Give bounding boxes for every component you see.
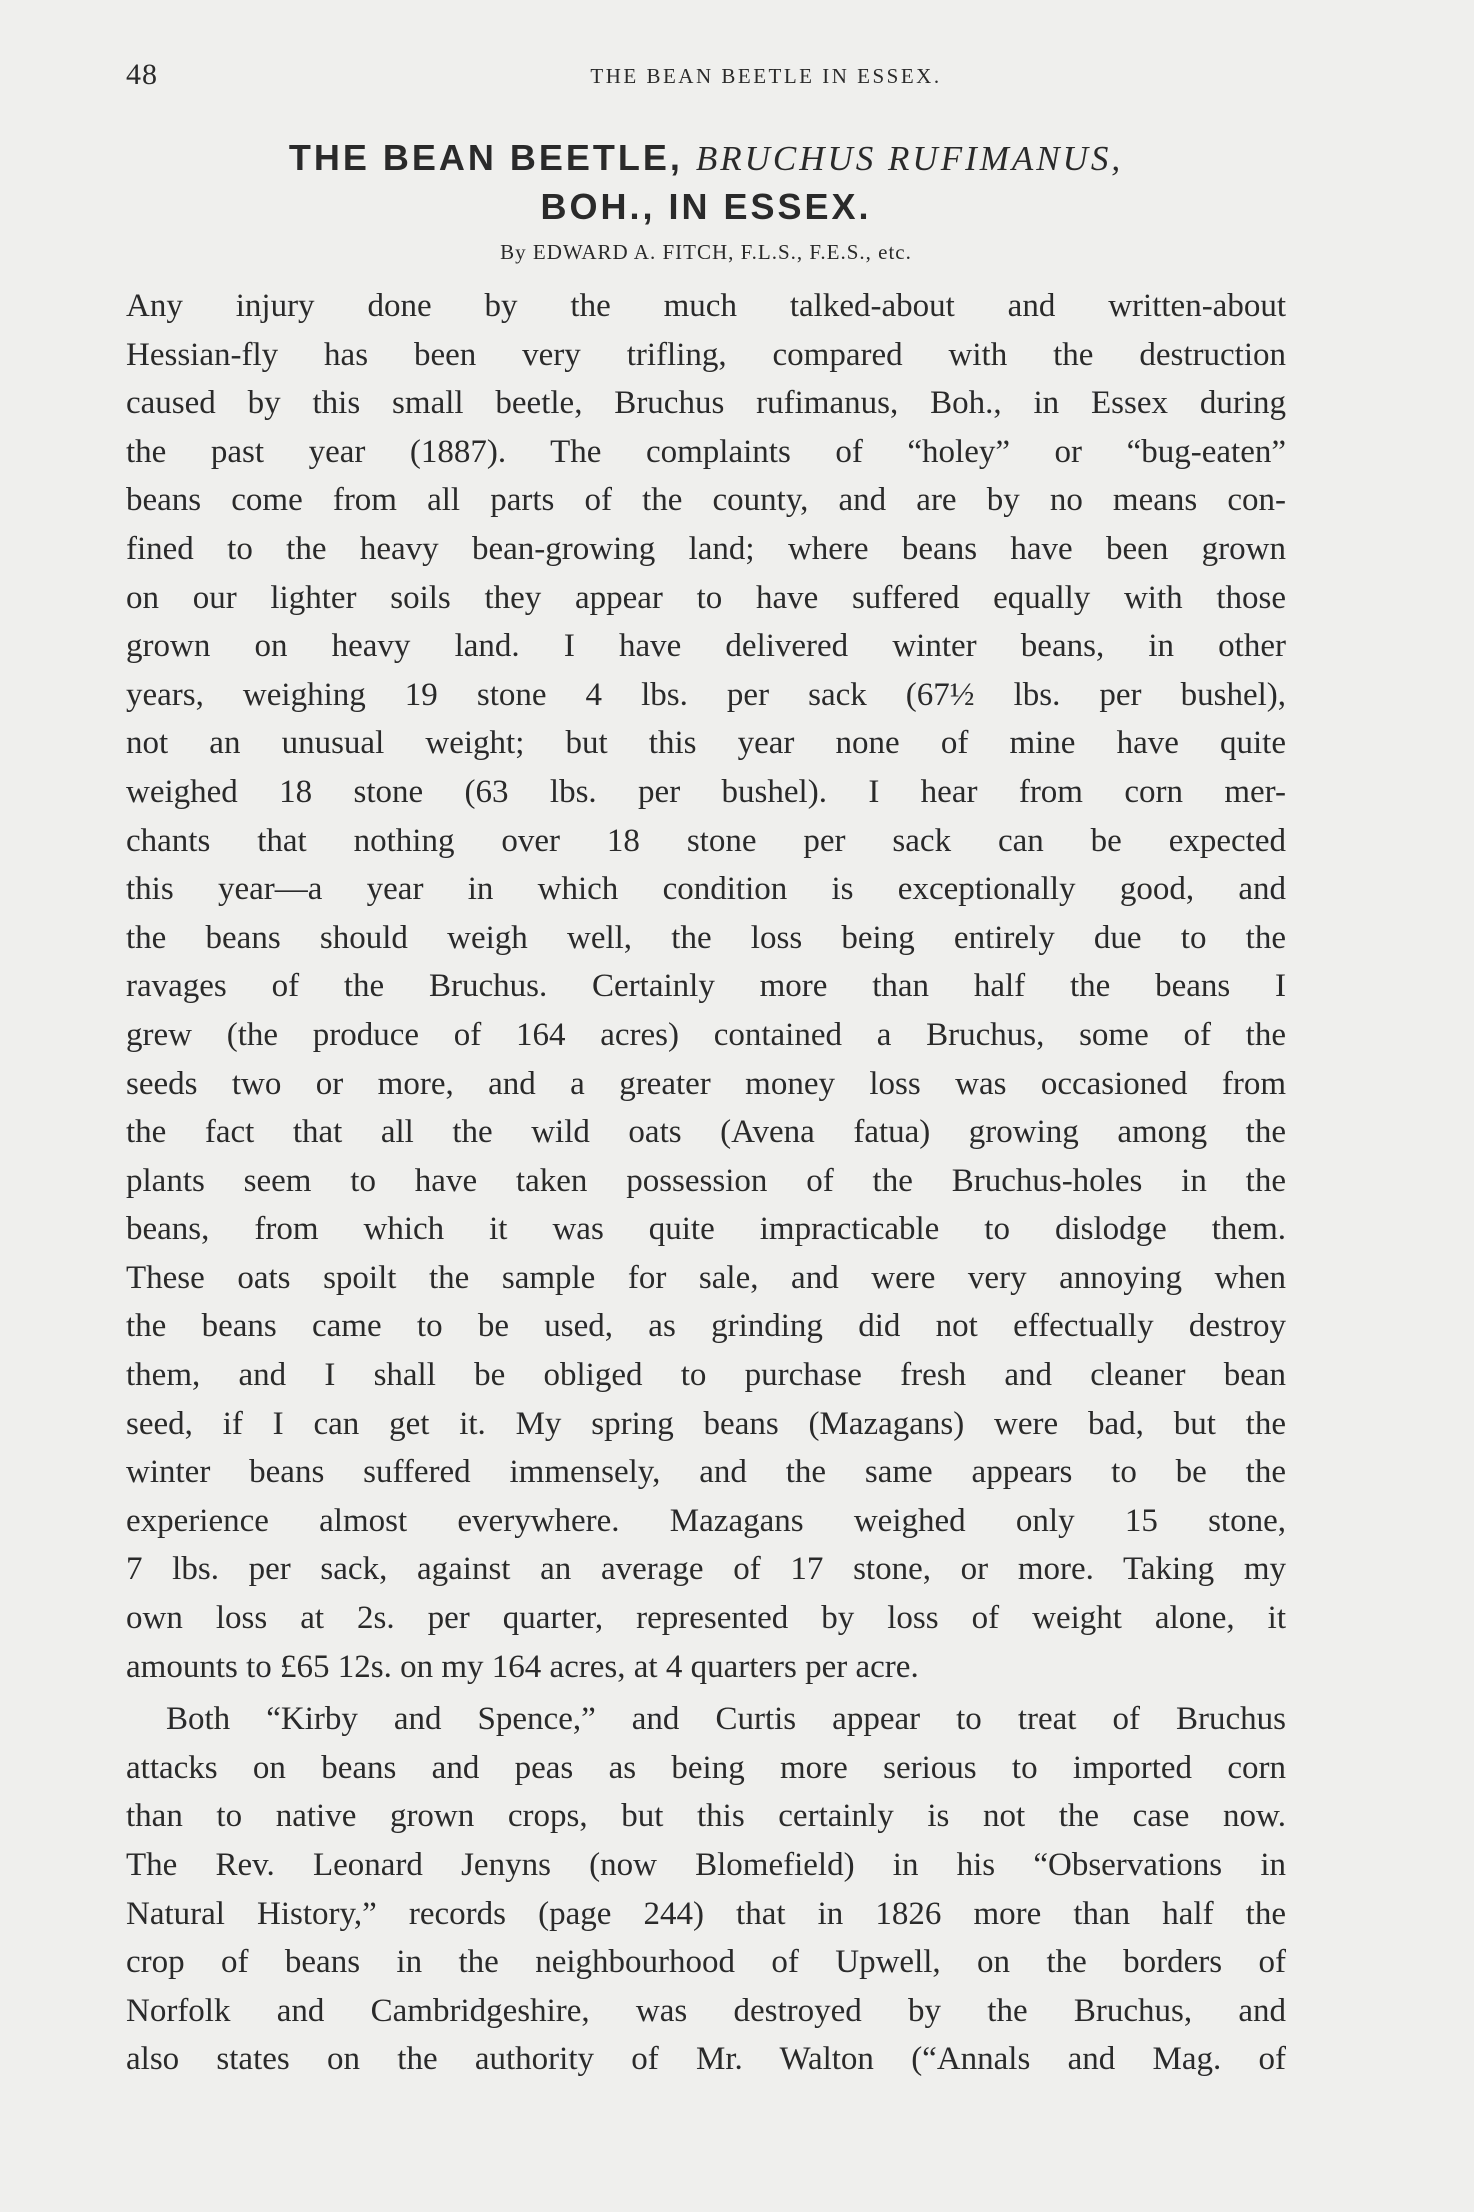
text-line: also states on the authority of Mr. Walton (“Annals and Mag. of (126, 2041, 1286, 2078)
text-line: experience almost everywhere. Mazagans weighed only 15 stone, (126, 1502, 1286, 1539)
byline: By EDWARD A. FITCH, F.L.S., F.E.S., etc. (500, 240, 912, 264)
text-line: chants that nothing over 18 stone per sack can be expected (126, 822, 1286, 859)
text-line: 7 lbs. per sack, against an average of 17 stone, or more. Taking my (126, 1551, 1286, 1588)
article-title-part-a: THE BEAN BEETLE, (288, 137, 683, 178)
text-line: Any injury done by the much talked-about and written-about (126, 288, 1286, 324)
text-line: Both “Kirby and Spence,” and Curtis appear to treat of Bruchus (166, 1701, 1286, 1738)
text-line: grown on heavy land. I have delivered winter beans, in other (126, 628, 1286, 665)
text-line: The Rev. Leonard Jenyns (now Blomefield) in his “Observations in (126, 1847, 1286, 1883)
text-line: than to native grown crops, but this certainly is not the case now. (126, 1798, 1286, 1835)
text-line: beans come from all parts of the county, and are by no means con- (126, 482, 1286, 519)
text-line: them, and I shall be obliged to purchase fresh and cleaner bean (126, 1357, 1286, 1394)
text-line: crop of beans in the neighbourhood of Upwell, on the borders of (126, 1944, 1286, 1981)
text-line: plants seem to have taken possession of the Bruchus-holes in the (126, 1162, 1286, 1199)
text-line: caused by this small beetle, Bruchus rufimanus, Boh., in Essex during (126, 385, 1286, 422)
text-line: on our lighter soils they appear to have suffered equally with those (126, 579, 1286, 616)
text-line: weighed 18 stone (63 lbs. per bushel). I hear from corn mer- (126, 773, 1286, 810)
text-line: seeds two or more, and a greater money loss was occasioned from (126, 1065, 1286, 1102)
running-head (126, 58, 1286, 98)
text-line: Norfolk and Cambridgeshire, was destroyed by the Bruchus, and (126, 1992, 1286, 2029)
text-line: seed, if I can get it. My spring beans (Mazagans) were bad, but the (126, 1405, 1286, 1442)
text-line: grew (the produce of 164 acres) contained a Bruchus, some of the (126, 1016, 1286, 1053)
text-line: the fact that all the wild oats (Avena fatua) growing among the (126, 1114, 1286, 1151)
text-line: not an unusual weight; but this year none of mine have quite (126, 725, 1286, 762)
paragraph-1 (126, 282, 1286, 1691)
text-line: this year—a year in which condition is exceptionally good, and (126, 871, 1286, 908)
text-line: attacks on beans and peas as being more serious to imported corn (126, 1749, 1286, 1786)
article-body (126, 282, 1286, 2084)
article-title-line-2: BOH., IN ESSEX. (540, 186, 872, 227)
text-line: Natural History,” records (page 244) that in 1826 more than half the (126, 1895, 1286, 1932)
text-line: ravages of the Bruchus. Certainly more than half the beans I (126, 968, 1286, 1005)
text-line: beans, from which it was quite impracticable to dislodge them. (126, 1211, 1286, 1248)
text-line: amounts to £65 12s. on my 164 acres, at 4 quarters per acre. (126, 1648, 919, 1685)
text-line: the beans came to be used, as grinding did not effectually destroy (126, 1308, 1286, 1345)
text-line: fined to the heavy bean-growing land; where beans have been grown (126, 530, 1286, 567)
paragraph-2 (126, 1695, 1286, 2084)
text-line: winter beans suffered immensely, and the same appears to be the (126, 1454, 1286, 1491)
text-line: the beans should weigh well, the loss being entirely due to the (126, 919, 1286, 956)
text-line: own loss at 2s. per quarter, represented by loss of weight alone, it (126, 1600, 1286, 1637)
text-line: These oats spoilt the sample for sale, and were very annoying when (126, 1259, 1286, 1296)
text-line: years, weighing 19 stone 4 lbs. per sack (67½ lbs. per bushel), (126, 676, 1286, 713)
article-title-block (126, 134, 1286, 267)
article-title-species: BRUCHUS RUFIMANUS, (695, 139, 1124, 178)
page-number: 48 (126, 58, 158, 91)
text-line: the past year (1887). The complaints of “holey” or “bug-eaten” (126, 433, 1286, 470)
article-title-line-1 (126, 134, 1286, 183)
text-line: Hessian-fly has been very trifling, compared with the destruction (126, 336, 1286, 373)
running-title: THE BEAN BEETLE IN ESSEX. (590, 64, 942, 88)
